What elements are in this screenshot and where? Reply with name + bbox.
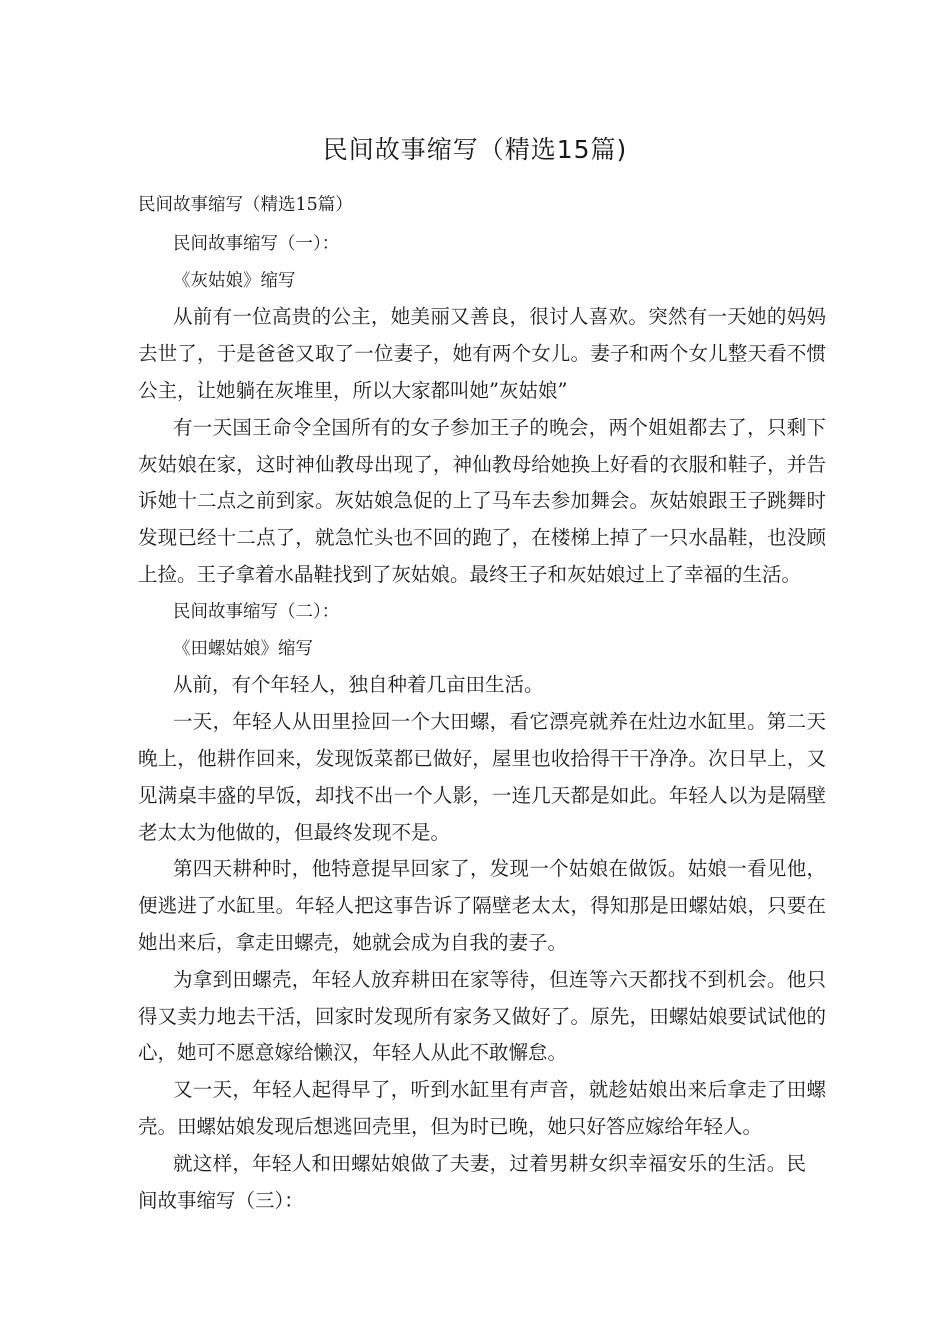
story-title-snail-girl: 《田螺姑娘》缩写 <box>173 638 313 659</box>
document-subtitle: 民间故事缩写（精选15篇） <box>138 195 353 215</box>
story-title-cinderella: 《灰姑娘》缩写 <box>173 270 296 291</box>
paragraph: 就这样，年轻人和田螺姑娘做了夫妻，过着男耕女织幸福安乐的生活。民间故事缩写（三）： <box>138 1151 806 1212</box>
paragraph: 有一天国王命令全国所有的女子参加王子的晚会，两个姐姐都去了，只剩下灰姑娘在家，这时神仙教母出现了，神仙教母给她换上好看的衣服和鞋子，并告诉她十二点之前到家。灰姑娘急促的上了马车去参加舞会。灰姑娘跟王子跳舞时发现已经十二点了，就急忙头也不回的跑了，在楼梯上掉了一只水晶鞋，也没顾上捡。王子拿着水晶鞋找到了灰姑娘。最终王子和灰姑娘过上了幸福的生活。 <box>138 415 826 586</box>
section-heading-2: 民间故事缩写（二）： <box>173 601 340 622</box>
paragraph: 为拿到田螺壳，年轻人放弃耕田在家等待，但连等六天都找不到机会。他只得又卖力地去干活，回家时发现所有家务又做好了。原先，田螺姑娘要试试他的心，她可不愿意嫁给懒汉，年轻人从此不敢懈怠。 <box>138 967 826 1065</box>
section-heading-1: 民间故事缩写（一）： <box>173 233 340 254</box>
paragraph: 一天，年轻人从田里捡回一个大田螺，看它漂亮就养在灶边水缸里。第二天晚上，他耕作回来，发现饭菜都已做好，屋里也收拾得干干净净。次日早上，又见满桌丰盛的早饭，却找不出一个人影，一连几天都是如此。年轻人以为是隔壁老太太为他做的，但最终发现不是。 <box>138 710 826 844</box>
paragraph: 第四天耕种时，他特意提早回家了，发现一个姑娘在做饭。姑娘一看见他，便逃进了水缸里。年轻人把这事告诉了隔壁老太太，得知那是田螺姑娘，只要在她出来后，拿走田螺壳，她就会成为自我的妻子。 <box>138 857 826 954</box>
paragraph: 从前，有个年轻人，独自种着几亩田生活。 <box>173 673 544 697</box>
document-body <box>138 187 826 1219</box>
paragraph: 从前有一位高贵的公主，她美丽又善良，很讨人喜欢。突然有一天她的妈妈去世了，于是爸爸又取了一位妻子，她有两个女儿。妻子和两个女儿整天看不惯公主，让她躺在灰堆里，所以大家都叫她”灰姑娘” <box>138 305 826 402</box>
document-title: 民间故事缩写（精选15篇) <box>322 135 628 164</box>
paragraph: 又一天，年轻人起得早了，听到水缸里有声音，就趁姑娘出来后拿走了田螺壳。田螺姑娘发现后想逃回壳里，但为时已晚，她只好答应嫁给年轻人。 <box>138 1078 826 1138</box>
